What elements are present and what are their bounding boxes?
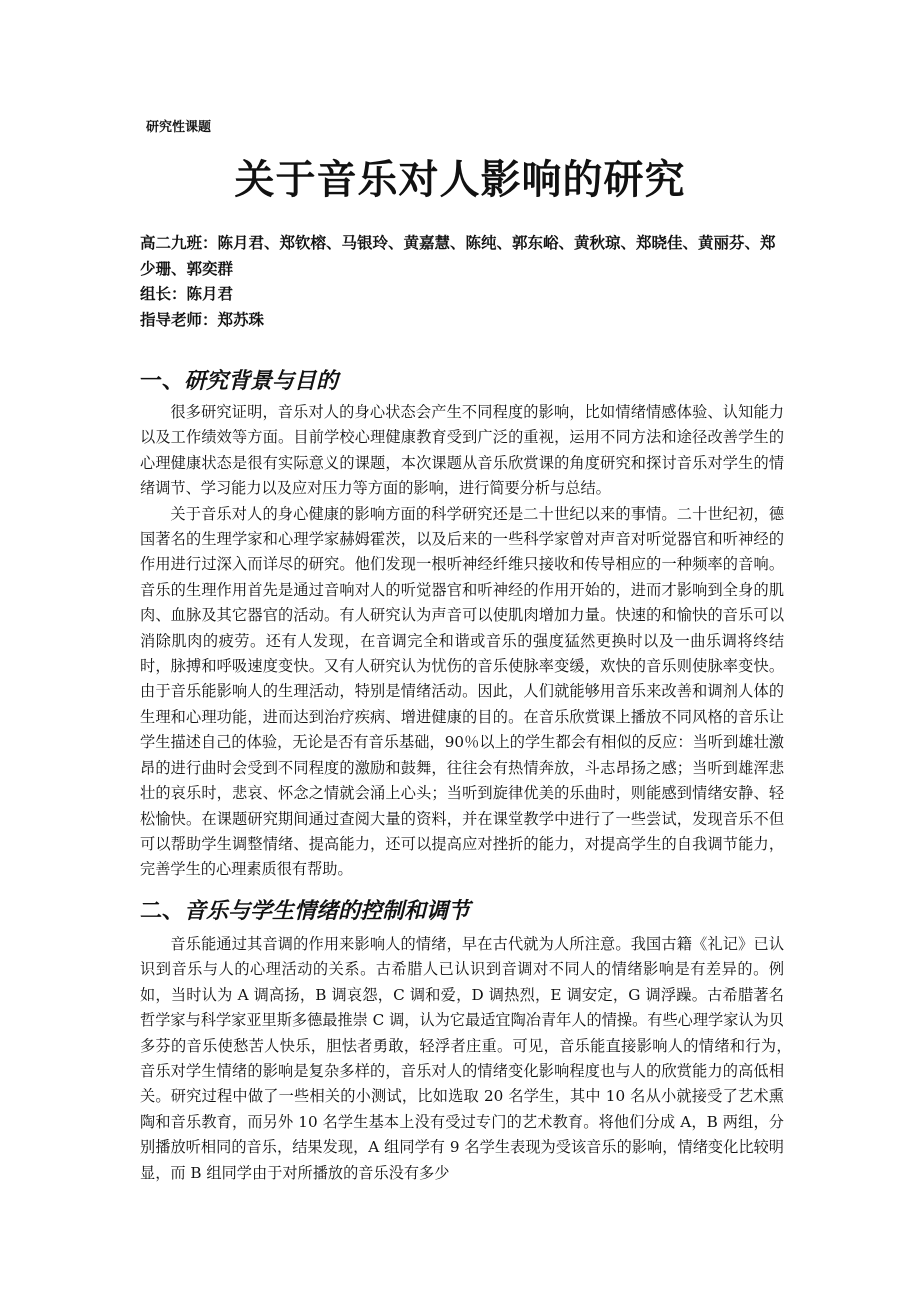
author-info bbox=[140, 231, 790, 333]
section-1-paragraph-2: 关于音乐对人的身心健康的影响方面的科学研究还是二十世纪以来的事情。二十世纪初，德国著名的生理学家和心理学家赫姆霍茨，以及后来的一些科学家曾对声音对听觉器官和听神经的作用进行过深入而详尽的研究。他们发现一根听神经纤维只接收和传导相应的一种频率的音响。音乐的生理作用首先是通过音响对人的听觉器官和听神经的作用开始的，进而才影响到全身的肌肉、血脉及其它器官的活动。有人研究认为声音可以使肌肉增加力量。快速的和愉快的音乐可以消除肌肉的疲劳。还有人发现，在音调完全和谐或音乐的强度猛然更换时以及一曲乐调将终结时，脉搏和呼吸速度变快。又有人研究认为忧伤的音乐使脉率变缓，欢快的音乐则使脉率变快。由于音乐能影响人的生理活动，特别是情绪活动。因此，人们就能够用音乐来改善和调剂人体的生理和心理功能，进而达到治疗疾病、增进健康的目的。在音乐欣赏课上播放不同风格的音乐让学生描述自己的体验，无论是否有音乐基础，90％以上的学生都会有相似的反应：当听到雄壮激昂的进行曲时会受到不同程度的激励和鼓舞，往往会有热情奔放，斗志昂扬之感；当听到雄浑悲壮的哀乐时，悲哀、怀念之情就会涌上心头；当听到旋律优美的乐曲时，则能感到情绪安静、轻松愉快。在课题研究期间通过查阅大量的资料，并在课堂教学中进行了一些尝试，发现音乐不但可以帮助学生调整情绪、提高能力，还可以提高应对挫折的能力，对提高学生的自我调节能力，完善学生的心理素质很有帮助。 bbox=[140, 504, 784, 879]
advisor-line: 指导老师：郑苏珠 bbox=[140, 310, 265, 329]
section-1-heading bbox=[140, 364, 338, 395]
document-label: 研究性课题 bbox=[146, 120, 212, 135]
section-1-title: 研究背景与目的 bbox=[184, 368, 339, 394]
section-2-heading bbox=[140, 894, 470, 925]
section-1-paragraph-1: 很多研究证明，音乐对人的身心状态会产生不同程度的影响，比如情绪情感体验、认知能力以及工作绩效等方面。目前学校心理健康教育受到广泛的重视，运用不同方法和途径改善学生的心理健康状态是很有实际意义的课题，本次课题从音乐欣赏课的角度研究和探讨音乐对学生的情绪调节、学习能力以及应对压力等方面的影响，进行简要分析与总结。 bbox=[140, 403, 784, 498]
leader-line: 组长：陈月君 bbox=[140, 285, 234, 303]
section-2-body bbox=[140, 932, 830, 1186]
section-2-title: 音乐与学生情绪的控制和调节 bbox=[184, 898, 471, 924]
section-1-number: 一、 bbox=[140, 368, 185, 394]
members-line: 高二九班：陈月君、郑钦榕、马银玲、黄嘉慧、陈纯、郭东峪、黄秋琼、郑晓佳、黄丽芬、郑少珊、郭奕群 bbox=[140, 234, 776, 278]
section-1-body bbox=[140, 400, 784, 883]
section-2-number: 二、 bbox=[140, 898, 185, 924]
section-2-paragraph-1: 音乐能通过其音调的作用来影响人的情绪，早在古代就为人所注意。我国古籍《礼记》已认识到音乐与人的心理活动的关系。古希腊人已认识到音调对不同人的情绪影响是有差异的。例如，当时认为 A 调高扬，B 调哀怨，C 调和爱，D 调热烈，E 调安定，G 调浮躁。古希腊著名哲学家与科学家亚里斯多德最推崇 C 调，认为它最适宜陶冶青年人的情操。有些心理学家认为贝多芬的音乐使愁苦人快乐，胆怯者勇敢，轻浮者庄重。可见，音乐能直接影响人的情绪和行为， 音乐对学生情绪的影响是复杂多样的，音乐对人的情绪变化影响程度也与人的欣赏能力的高低相关。研究过程中做了一些相关的小测试，比如选取 20 名学生，其中 10 名从小就接受了艺术熏陶和音乐教育，而另外 10 名学生基本上没有受过专门的艺术教育。将他们分成 A，B 两组，分别播放听相同的音乐，结果发现，A 组同学有 9 名学生表现为受该音乐的影响，情绪变化比较明显，而 B 组同学由于对所播放的音乐没有多少 bbox=[140, 935, 830, 1182]
page-title: 关于音乐对人影响的研究 bbox=[234, 157, 686, 203]
